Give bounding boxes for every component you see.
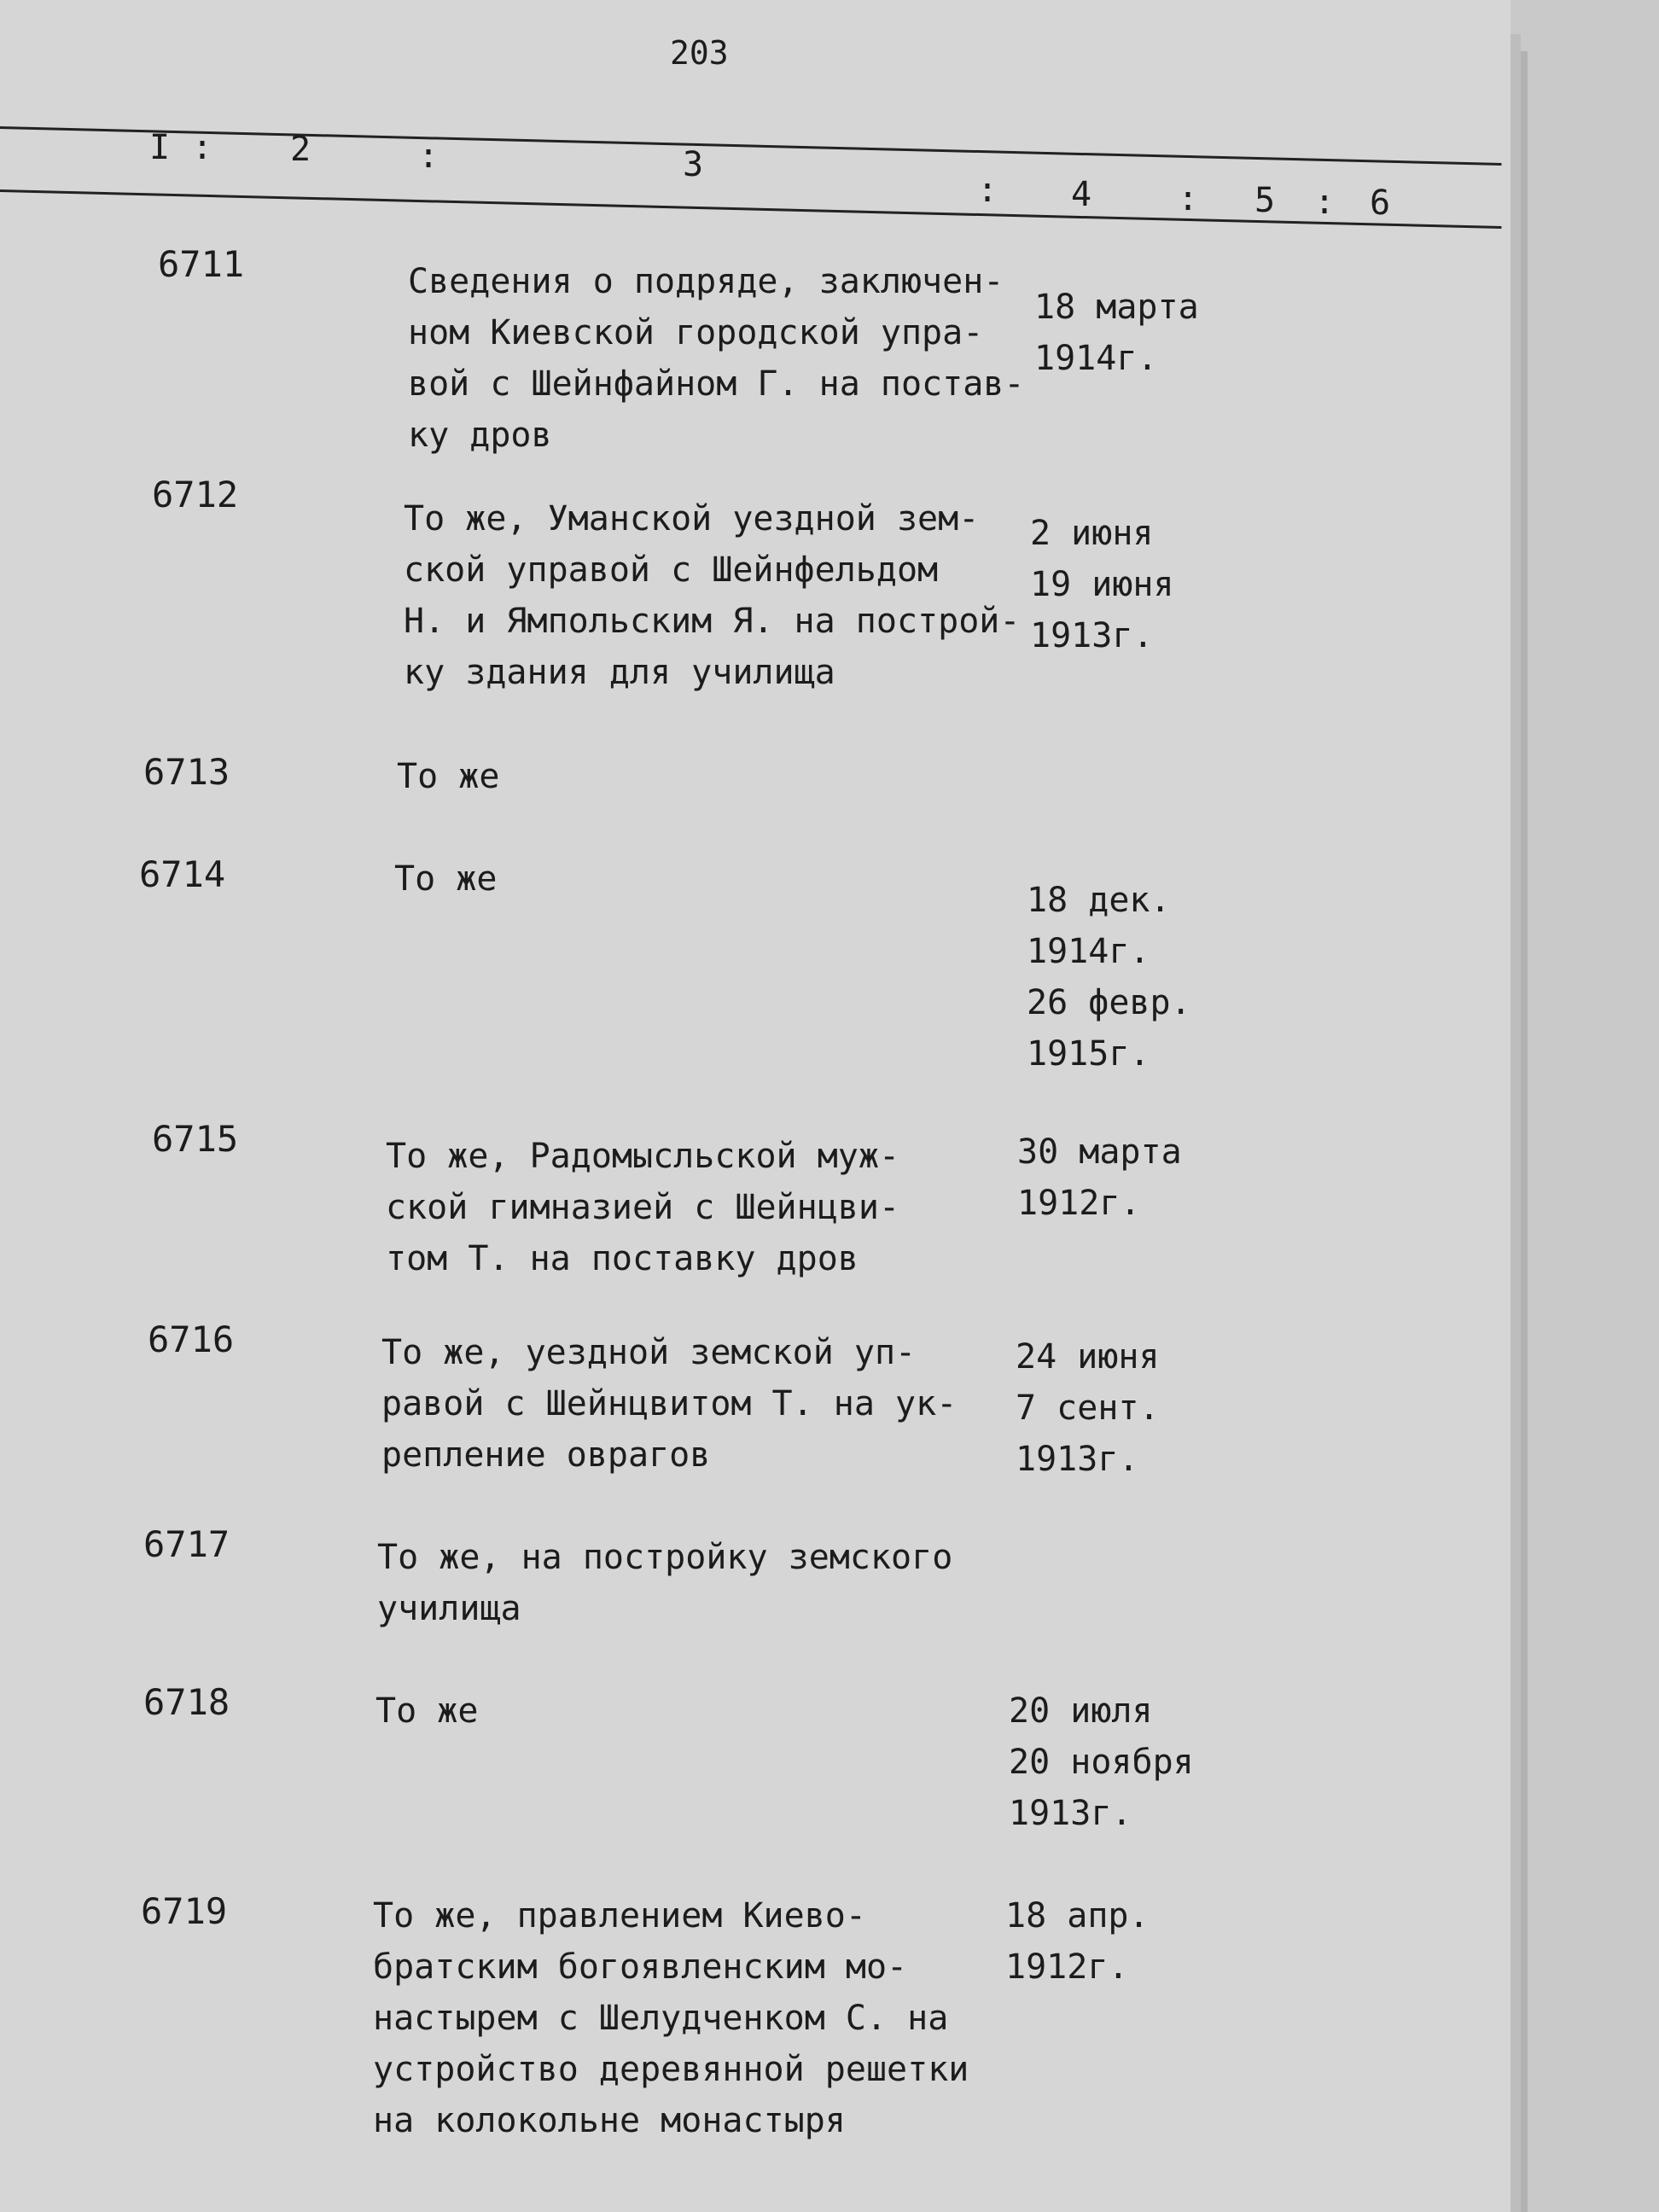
entry-number: 6719 — [141, 1890, 228, 1932]
entry-description: То же, Радомысльской муж- ской гимназией с Шейнцви- том Т. на поставку дров — [386, 1137, 900, 1278]
column-header-2: 2 — [290, 130, 311, 169]
column-header-3: 3 — [683, 145, 704, 184]
column-header-6: 6 — [1370, 183, 1391, 223]
column-separator: : — [1178, 179, 1199, 218]
header-top-rule — [0, 126, 1501, 166]
column-separator: : — [418, 137, 439, 176]
entry-date: 2 июня 19 июня 1913г. — [1030, 514, 1174, 655]
entry-number: 6711 — [158, 243, 245, 285]
entry-number: 6714 — [139, 853, 226, 895]
page-number: 203 — [670, 34, 729, 72]
header-bottom-rule — [0, 189, 1501, 229]
column-header-1: I — [149, 128, 171, 167]
entry-description: То же, уездной земской уп- равой с Шейнцвитом Т. на ук- репление оврагов — [381, 1333, 958, 1475]
page-stack-edge — [1521, 51, 1528, 2212]
entry-number: 6715 — [152, 1118, 239, 1160]
column-separator: : — [192, 128, 213, 167]
entry-description: То же — [375, 1691, 479, 1731]
column-separator: : — [1314, 183, 1336, 222]
entry-description: То же, Уманской уездной зем- ской управой с Шейнфельдом Н. и Ямпольским Я. на построй- ку здания для училища — [404, 499, 1021, 692]
entry-description: Сведения о подряде, заключен- ном Киевской городской упра- вой с Шейнфайном Г. на постав- ку дров — [408, 262, 1025, 455]
entry-date: 18 марта 1914г. — [1034, 288, 1199, 378]
entry-date: 24 июня 7 сент. 1913г. — [1016, 1337, 1160, 1479]
entry-number: 6717 — [143, 1523, 230, 1565]
entry-description: То же, правлением Киево- братским богоявленским мо- настырем с Шелудченком С. на устройство деревянной решетки на колокольне монастыря — [373, 1896, 969, 2140]
entry-date: 30 марта 1912г. — [1017, 1132, 1182, 1223]
entry-date: 18 дек. 1914г. 26 февр. 1915г. — [1027, 881, 1191, 1074]
entry-number: 6718 — [143, 1681, 230, 1723]
page-stack-edge — [1511, 34, 1521, 2212]
entry-date: 20 июля 20 ноября 1913г. — [1009, 1691, 1194, 1833]
column-header-4: 4 — [1071, 175, 1092, 214]
entry-date: 18 апр. 1912г. — [1005, 1896, 1150, 1987]
entry-description: То же — [394, 859, 498, 899]
entry-number: 6712 — [152, 474, 239, 515]
entry-description: То же, на постройку земского училища — [377, 1538, 953, 1628]
column-separator: : — [977, 171, 998, 210]
entry-number: 6713 — [143, 751, 230, 793]
entry-description: То же — [397, 757, 500, 796]
column-header-5: 5 — [1254, 181, 1276, 220]
entry-number: 6716 — [148, 1318, 235, 1360]
